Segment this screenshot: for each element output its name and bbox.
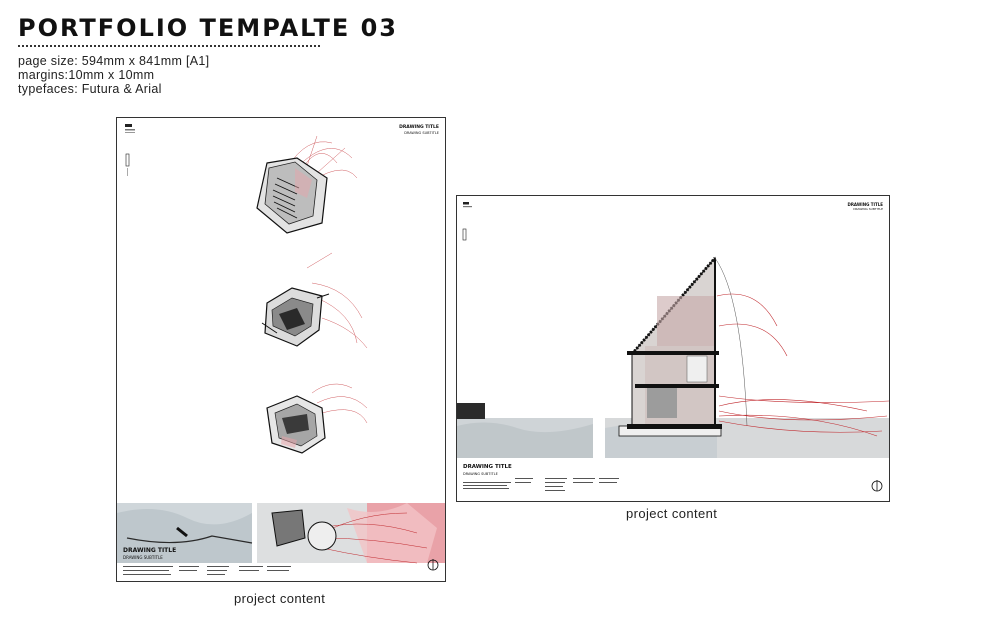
bottom-image-strip <box>117 503 445 563</box>
header-drawing-title: DRAWING TITLE <box>399 125 439 130</box>
spec-typefaces: typefaces: Futura & Arial <box>18 82 162 96</box>
scale-bar-icon <box>126 154 129 176</box>
header-drawing-title: DRAWING TITLE <box>847 202 883 207</box>
header-drawing-subtitle: DRAWING SUBTITLE <box>404 131 439 135</box>
landscape-sheet <box>456 195 890 502</box>
building-section <box>627 258 747 429</box>
portrait-caption: project content <box>234 591 326 606</box>
north-arrow-icon <box>872 480 882 491</box>
landscape-sheet-artwork <box>457 196 889 501</box>
drawing-plan-3 <box>267 384 367 453</box>
landscape-caption: project content <box>626 506 718 521</box>
title-divider <box>18 45 320 47</box>
portrait-sheet <box>116 117 446 582</box>
legend-block <box>463 478 619 491</box>
drawing-plan-2 <box>262 253 367 348</box>
portrait-sheet-artwork <box>117 118 445 581</box>
header-drawing-subtitle: DRAWING SUBTITLE <box>853 207 883 211</box>
footer-drawing-subtitle: DRAWING SUBTITLE <box>123 555 163 560</box>
scale-bar-icon <box>463 229 466 240</box>
legend-block <box>123 566 291 575</box>
drawing-plan-1 <box>257 136 357 233</box>
footer-drawing-title: DRAWING TITLE <box>463 464 512 470</box>
spec-margins: margins:10mm x 10mm <box>18 68 155 82</box>
sheet-logo <box>463 202 472 207</box>
page-title: PORTFOLIO TEMPALTE 03 <box>18 14 398 42</box>
sheet-logo <box>125 124 135 133</box>
footer-drawing-title: DRAWING TITLE <box>123 547 177 554</box>
spec-page-size: page size: 594mm x 841mm [A1] <box>18 54 210 68</box>
footer-drawing-subtitle: DRAWING SUBTITLE <box>463 472 498 476</box>
